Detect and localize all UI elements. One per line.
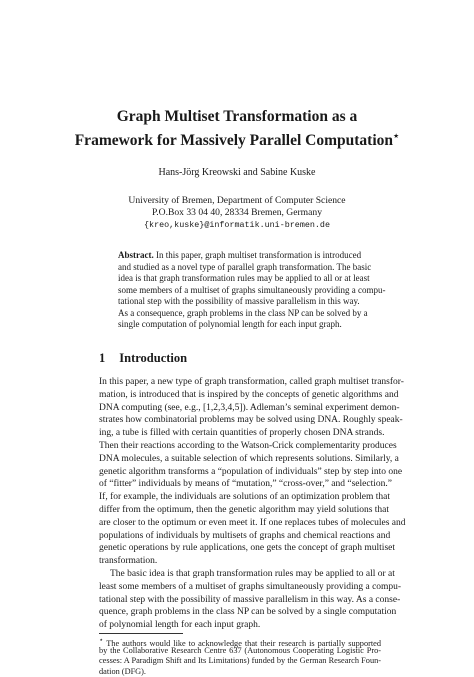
footnote-line-3: cesses: A Paradigm Shift and Its Limitations) funded by the German Research Foun- (99, 656, 381, 666)
abstract-line-2: and studied as a novel type of parallel graph transformation. The basic (118, 261, 372, 272)
body-line: differ from the optimum, then the genetic algorithm may yield solutions that (99, 505, 390, 515)
body-line: The basic idea is that graph transformation rules may be applied to all or at (110, 569, 395, 579)
paper-title-line-1: Graph Multiset Transformation as a (116, 108, 358, 125)
body-line: genetic algorithm transforms a “population of individuals” step by step into one (99, 466, 403, 477)
section-heading (99, 351, 187, 366)
footnote-line-4: dation (DFG). (99, 666, 147, 676)
body-line: least some members of a multiset of graphs simultaneously providing a compu- (99, 581, 402, 592)
body-line: ing, a tube is filled with certain quantities of properly chosen DNA strands. (99, 428, 385, 439)
footnote-line-2: by the Collaborative Research Centre 637 (Autonomous Cooperating Logistic Pro- (99, 645, 381, 655)
body-line: of polynomial length for each input graph. (99, 620, 261, 631)
paper-title-line-2 (0, 128, 474, 150)
abstract-line-7: single computation of polynomial length for each input graph. (118, 319, 342, 329)
abstract-line-4: some members of a multiset of graphs simultaneously providing a compu- (118, 284, 386, 295)
footnote-marker: ⋆ (99, 636, 104, 644)
abstract-line-3: idea is that graph transformation rules may be applied to all or at least (118, 273, 370, 283)
abstract-line-1 (118, 250, 362, 262)
section-number: 1 (99, 351, 106, 365)
body-line: genetic operations by rule applications, one gets the concept of graph multiset (99, 543, 395, 554)
author-email: {kreo,kuske}@informatik.uni-bremen.de (144, 220, 330, 230)
body-line: In this paper, a new type of graph transformation, called graph multiset transfor- (99, 377, 404, 387)
affiliation-line-2: P.O.Box 33 04 40, 28334 Bremen, Germany (151, 207, 322, 218)
body-line: DNA molecules, a suitable selection of which represents solutions. Similarly, a (99, 453, 399, 464)
body-line: tational step with the possibility of massive parallelism in this way. As a conse- (99, 594, 401, 605)
body-line: of “fitter” individuals by means of “mutation,” “cross-over,” and “selection.” (99, 479, 392, 490)
body-line: quence, graph problems in the class NP can be solved by a single computation (99, 607, 397, 618)
body-line: strates how combinatorial problems may be solved using DNA. Roughly speak- (99, 415, 403, 426)
abstract-line-5: tational step with the possibility of massive parallelism in this way. (118, 296, 360, 306)
section-title: Introduction (119, 351, 188, 365)
authors: Hans-Jörg Kreowski and Sabine Kuske (158, 167, 316, 178)
paper-title-text: Framework for Massively Parallel Computation (74, 132, 393, 150)
body-line: Then their reactions according to the Watson-Crick complementarity produces (99, 441, 397, 451)
body-line: mation, is introduced that is inspired by the concepts of genetic algorithms and (99, 389, 399, 400)
body-line: transformation. (99, 556, 158, 567)
abstract-text: In this paper, graph multiset transformation is introduced (156, 250, 362, 260)
body-line: If, for example, the individuals are solutions of an optimization problem that (99, 492, 390, 503)
body-line: DNA computing (see, e.g., [1,2,3,4,5]). Adleman’s seminal experiment demon- (99, 402, 400, 413)
body-line: populations of individuals by multisets of graphs and chemical reactions and (99, 530, 391, 541)
affiliation-line-1: University of Bremen, Department of Computer Science (128, 195, 346, 206)
body-line: are closer to the optimum or even meet it. If one replaces tubes of molecules and (99, 517, 406, 528)
footnote-text: The authors would like to acknowledge that their research is partially supported (106, 638, 381, 648)
abstract-line-6: As a consequence, graph problems in the class NP can be solved by a (118, 307, 368, 318)
abstract-label: Abstract. (118, 250, 154, 260)
title-footnote-marker: ⋆ (393, 131, 400, 142)
footnote-rule (99, 633, 183, 634)
